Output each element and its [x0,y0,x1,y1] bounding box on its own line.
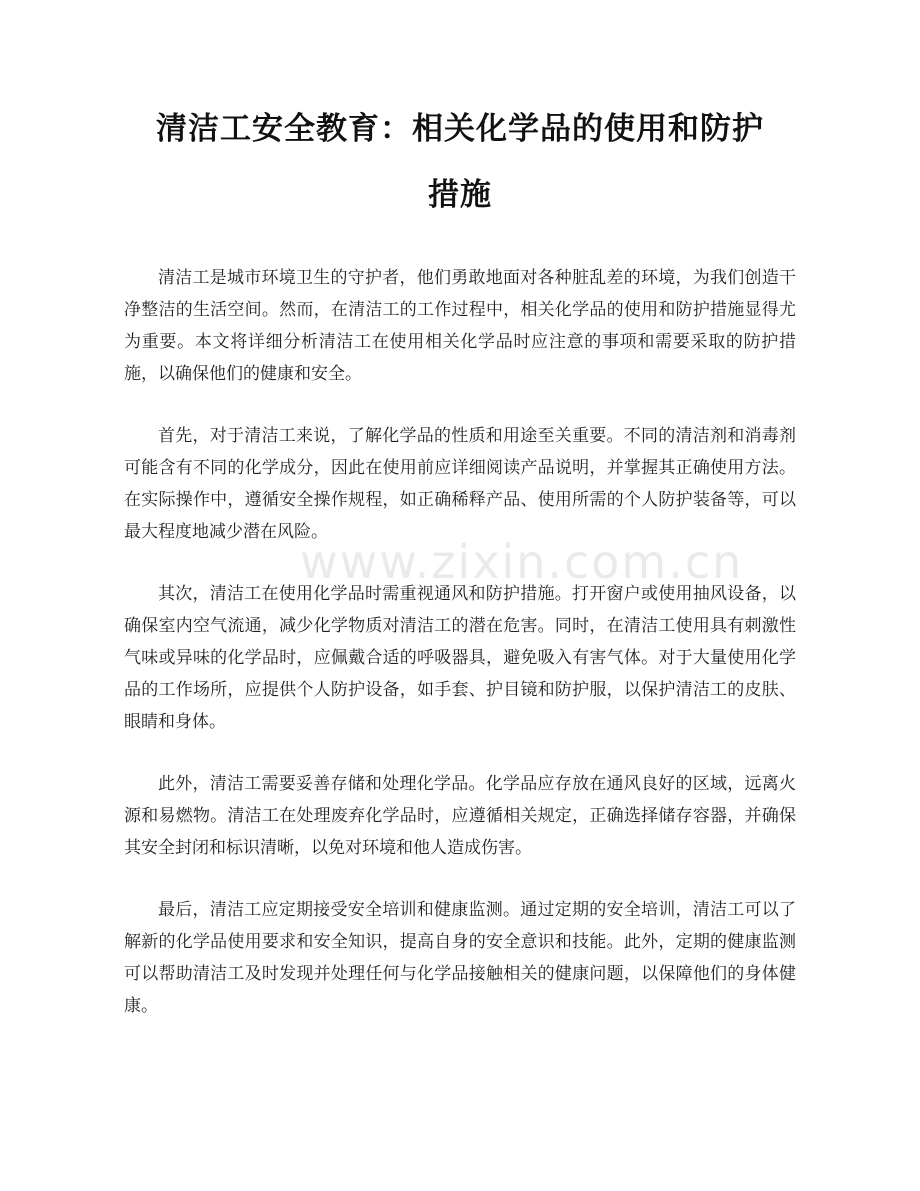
paragraph-first: 首先，对于清洁工来说，了解化学品的性质和用途至关重要。不同的清洁剂和消毒剂可能含有不同的化学成分，因此在使用前应详细阅读产品说明，并掌握其正确使用方法。在实际操作中，遵循安全操作规程，如正确稀释产品、使用所需的个人防护装备等，可以最大程度地减少潜在风险。 [124,426,796,542]
paragraph-last: 最后，清洁工应定期接受安全培训和健康监测。通过定期的安全培训，清洁工可以了解新的化学品使用要求和安全知识，提高自身的安全意识和技能。此外，定期的健康监测可以帮助清洁工及时发现并处理任何与化学品接触相关的健康问题，以保障他们的身体健康。 [124,900,796,1016]
paragraph-third: 此外，清洁工需要妥善存储和处理化学品。化学品应存放在通风良好的区域，远离火源和易燃物。清洁工在处理废弃化学品时，应遵循相关规定，正确选择储存容器，并确保其安全封闭和标识清晰，以免对环境和他人造成伤害。 [124,774,796,858]
paragraph-second: 其次，清洁工在使用化学品时需重视通风和防护措施。打开窗户或使用抽风设备，以确保室内空气流通，减少化学物质对清洁工的潜在危害。同时，在清洁工使用具有刺激性气味或异味的化学品时，应佩戴合适的呼吸器具，避免吸入有害气体。对于大量使用化学品的工作场所，应提供个人防护设备，如手套、护目镜和防护服，以保护清洁工的皮肤、眼睛和身体。 [124,584,796,732]
watermark: www.zixin.com.cn [300,535,744,589]
title-line-2: 措施 [428,177,492,213]
document-body [124,262,796,1022]
title-line-1: 清洁工安全教育：相关化学品的使用和防护 [156,111,764,147]
document-title [124,96,796,228]
paragraph-intro: 清洁工是城市环境卫生的守护者，他们勇敢地面对各种脏乱差的环境，为我们创造干净整洁的生活空间。然而，在清洁工的工作过程中，相关化学品的使用和防护措施显得尤为重要。本文将详细分析清洁工在使用相关化学品时应注意的事项和需要采取的防护措施，以确保他们的健康和安全。 [124,268,796,384]
